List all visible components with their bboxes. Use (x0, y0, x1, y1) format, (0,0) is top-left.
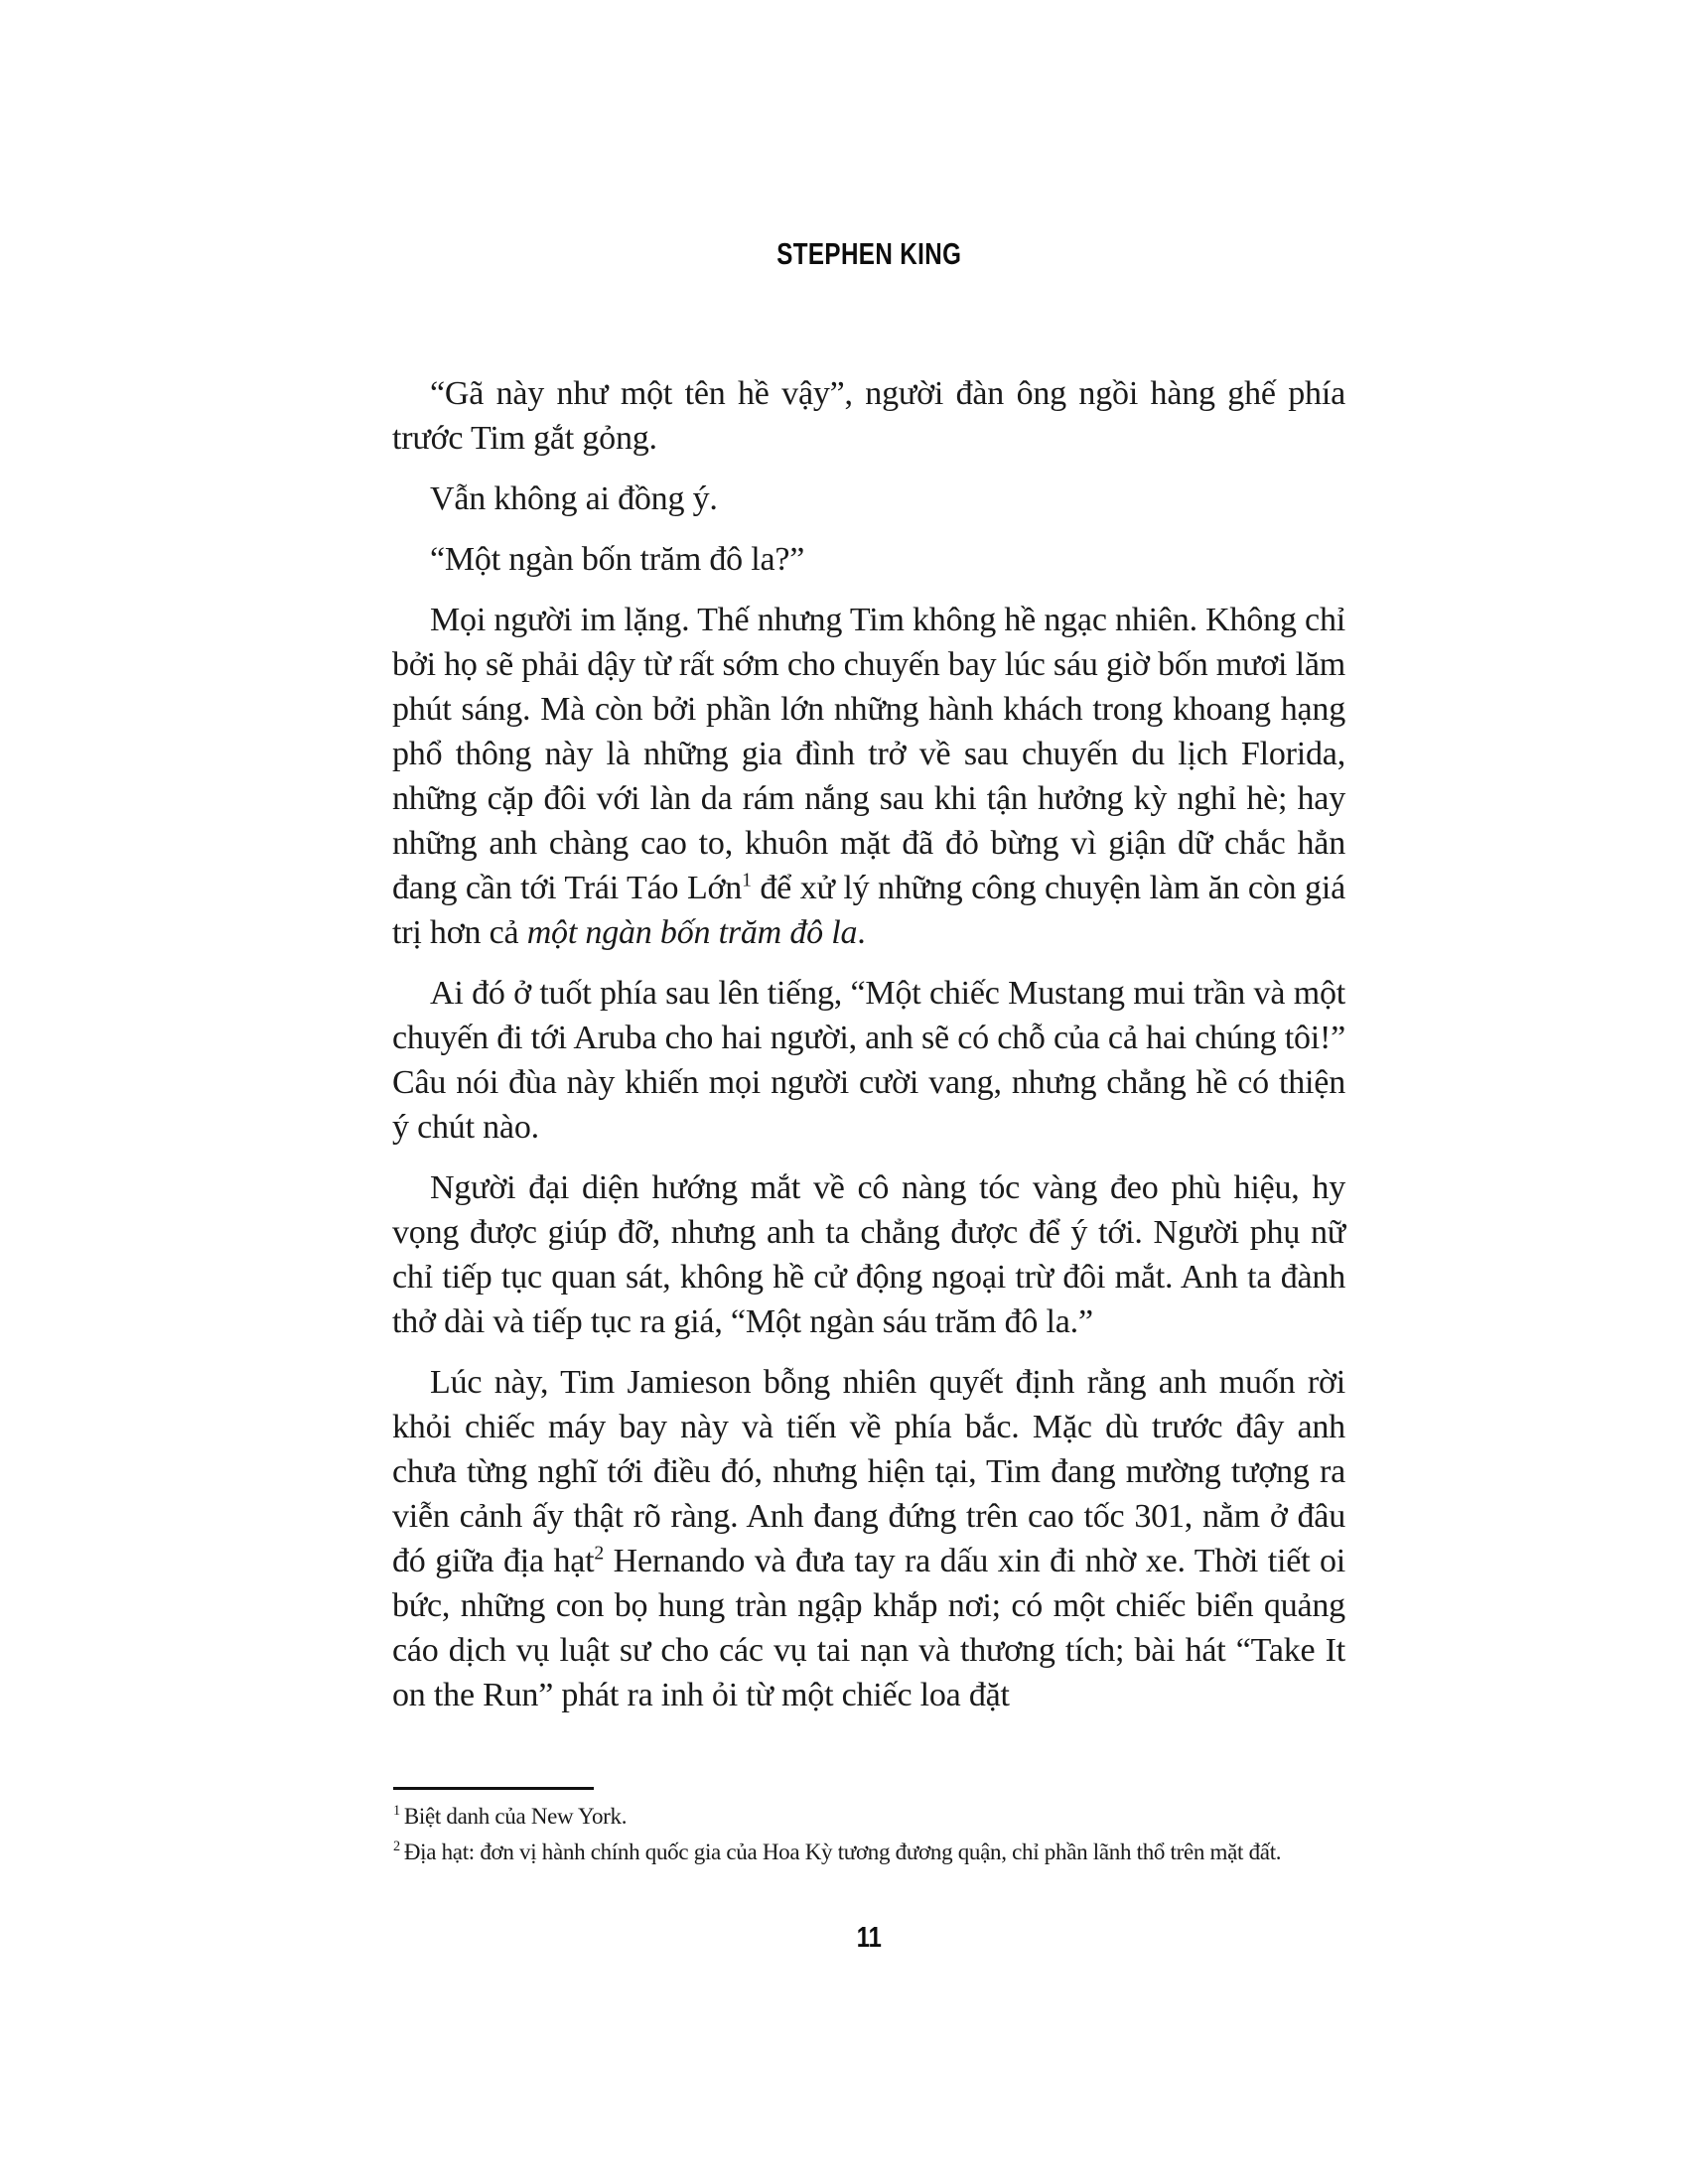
text-segment: Mọi người im lặng. Thế nhưng Tim không hề ngạc nhiên. Không chỉ bởi họ sẽ phải dậy từ rất sớm cho chuyến bay lúc sáu giờ bốn mươi lăm phút sáng. Mà còn bởi phần lớn những hành khách trong khoang hạng phổ thông này là những gia đình trở về sau chuyến du lịch Florida, những cặp đôi với làn da rám nắng sau khi tận hưởng kỳ nghỉ hè; hay những anh chàng cao to, khuôn mặt đã đỏ bừng vì giận dữ chắc hẳn đang cần tới Trái Táo Lớn (392, 602, 1345, 906)
body-text (392, 371, 1345, 1733)
italic-phrase: một ngàn bốn trăm đô la (526, 914, 858, 951)
text-segment: “Gã này như một tên hề vậy”, người đàn ông ngồi hàng ghế phía trước Tim gắt gỏng. (392, 375, 1345, 457)
footnote-marker: 1 (393, 1803, 400, 1820)
footnote-separator (393, 1787, 594, 1790)
paragraph (392, 1165, 1345, 1344)
text-segment: . (857, 914, 866, 951)
running-header (392, 236, 1345, 272)
paragraph (392, 371, 1345, 461)
page-number (392, 1922, 1345, 1955)
text-segment: Hernando và đưa tay ra dấu xin đi nhờ xe. Thời tiết oi bức, những con bọ hung tràn ngập khắp nơi; có một chiếc biển quảng cáo dịch vụ luật sư cho các vụ tai nạn và thương tích; bài hát “Take It on the Run” phát ra inh ỏi từ một chiếc loa đặt (392, 1543, 1345, 1713)
text-segment: để xử lý những công chuyện làm ăn còn giá trị hơn cả (392, 870, 1345, 951)
text-segment: “Một ngàn bốn trăm đô la?” (430, 541, 805, 578)
footnote-reference: 2 (594, 1542, 605, 1565)
footnote-text: Biệt danh của New York. (403, 1804, 628, 1829)
footnote (393, 1799, 1366, 1835)
footnotes (393, 1799, 1366, 1870)
text-segment: Vẫn không ai đồng ý. (430, 480, 718, 517)
footnote-reference: 1 (742, 869, 752, 891)
paragraph (392, 537, 1345, 582)
text-segment: Ai đó ở tuốt phía sau lên tiếng, “Một chiếc Mustang mui trần và một chuyến đi tới Aruba cho hai người, anh sẽ có chỗ của cả hai chúng tôi!” Câu nói đùa này khiến mọi người cười vang, nhưng chẳng hề có thiện ý chút nào. (392, 975, 1345, 1146)
paragraph (392, 477, 1345, 521)
footnote (393, 1835, 1366, 1870)
paragraph (392, 598, 1345, 955)
footnote-text: Địa hạt: đơn vị hành chính quốc gia của Hoa Kỳ tương đương quận, chỉ phần lãnh thổ trên mặt đất. (403, 1840, 1282, 1864)
running-header-text: STEPHEN KING (775, 236, 962, 271)
page-number-text: 11 (856, 1922, 882, 1954)
paragraph (392, 1360, 1345, 1717)
footnote-marker: 2 (393, 1839, 400, 1855)
text-segment: Người đại diện hướng mắt về cô nàng tóc vàng đeo phù hiệu, hy vọng được giúp đỡ, nhưng anh ta chẳng được để ý tới. Người phụ nữ chỉ tiếp tục quan sát, không hề cử động ngoại trừ đôi mắt. Anh ta đành thở dài và tiếp tục ra giá, “Một ngàn sáu trăm đô la.” (392, 1169, 1345, 1340)
paragraph (392, 971, 1345, 1150)
text-segment: Lúc này, Tim Jamieson bỗng nhiên quyết định rằng anh muốn rời khỏi chiếc máy bay này và tiến về phía bắc. Mặc dù trước đây anh chưa từng nghĩ tới điều đó, nhưng hiện tại, Tim đang mường tượng ra viễn cảnh ấy thật rõ ràng. Anh đang đứng trên cao tốc 301, nằm ở đâu đó giữa địa hạt (392, 1364, 1345, 1579)
